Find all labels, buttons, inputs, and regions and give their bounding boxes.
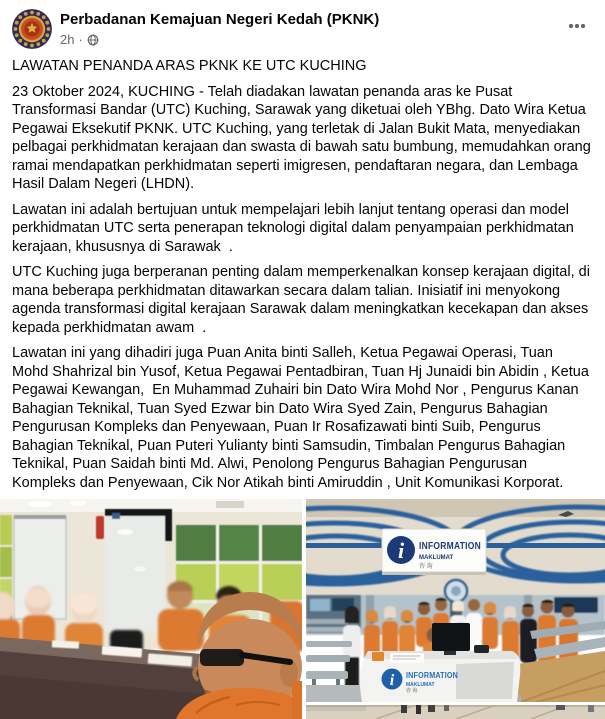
meta-separator: · [78, 32, 83, 47]
header-info [60, 9, 379, 48]
sign-cjk: 咨 询 [419, 564, 433, 570]
post-text [0, 49, 605, 492]
page-name[interactable]: Perbadanan Kemajuan Negeri Kedah (PKNK) [60, 11, 380, 28]
post-header [0, 0, 605, 49]
globe-icon [87, 34, 99, 46]
photo-information-counter[interactable] [306, 499, 605, 702]
counter-sign-title: INFORMATION [406, 671, 459, 680]
more-options-button[interactable] [561, 10, 593, 42]
counter-sign-subtitle: MAKLUMAT [406, 682, 435, 688]
photo-strip-partial[interactable] [306, 705, 605, 719]
svg-text:i: i [397, 538, 405, 563]
post-paragraph: Lawatan ini adalah bertujuan untuk mempelajari lebih lanjut tentang operasi dan model perkhidmatan UTC serta penerapan teknologi digital dalam penyampaian perkhidmatan kerajaan, khususnya di Sarawak . [12, 201, 578, 255]
sign-subtitle: MAKLUMAT [419, 555, 454, 561]
post-paragraph: UTC Kuching juga berperanan penting dalam memperkenalkan konsep kerajaan digital, di mana beberapa perkhidmatan ditawarkan secara dalam talian. Inisiatif ini menyokong agenda transformasi digital kerajaan Sarawak dalam meningkatkan kecekapan dan akses kepada perkhidmatan awam . [12, 264, 594, 336]
photo-meeting-room[interactable] [0, 499, 302, 719]
post-paragraph: 23 Oktober 2024, KUCHING - Telah diadakan lawatan penanda aras ke Pusat Transformasi Bandar (UTC) Kuching, Sarawak yang diketuai oleh YBhg. Dato Wira Ketua Pegawai Eksekutif PKNK. UTC Kuching, yang terletak di Jalan Bukit Mata, menyediakan pelbagai perkhidmatan kerajaan dan swasta di bawah satu bumbung, memudahkan orang ramai mendapatkan perkhidmatan seperti imigresen, pendaftaran negara, dan Lembaga Hasil Dalam Negeri (LHDN). [12, 83, 595, 192]
pknk-logo-icon [12, 9, 52, 49]
page-avatar[interactable] [12, 9, 52, 49]
photo-grid [0, 499, 605, 719]
ellipsis-icon [569, 24, 573, 28]
post-title-line: LAWATAN PENANDA ARAS PKNK KE UTC KUCHING [12, 58, 367, 74]
sign-title: INFORMATION [419, 541, 481, 552]
svg-text:i: i [389, 672, 395, 689]
photo-right-column [306, 499, 605, 719]
counter-sign-cjk: 咨 询 [406, 688, 418, 694]
timestamp[interactable]: 2h [60, 32, 75, 47]
post-meta [60, 32, 379, 48]
post-paragraph: Lawatan ini yang dihadiri juga Puan Anita binti Salleh, Ketua Pegawai Operasi, Tuan Mohd Shahrizal bin Yusof, Ketua Pegawai Pentadbiran, Tuan Hj Junaidi bin Abidin , Ketua Pegawai Kewangan, En Muhammad Zuhairi bin Dato Wira Mohd Nor , Pengurus Kanan Bahagian Teknikal, Tuan Syed Ezwar bin Dato Wira Syed Zain, Pengurus Bahagian Pengurusan Kompleks dan Penyewaan, Puan Ir Rosafizawati binti Suib, Pengurus Bahagian Teknikal, Puan Puteri Yulianty binti Samsudin, Timbalan Pengurus Bahagian Teknikal, Puan Saidah binti Md. Alwi, Penolong Pengurus Bahagian Pengurusan Kompleks dan Penyewaan, Cik Nor Atikah binti Amiruddin , Unit Komunikasi Korporat. [12, 345, 593, 491]
